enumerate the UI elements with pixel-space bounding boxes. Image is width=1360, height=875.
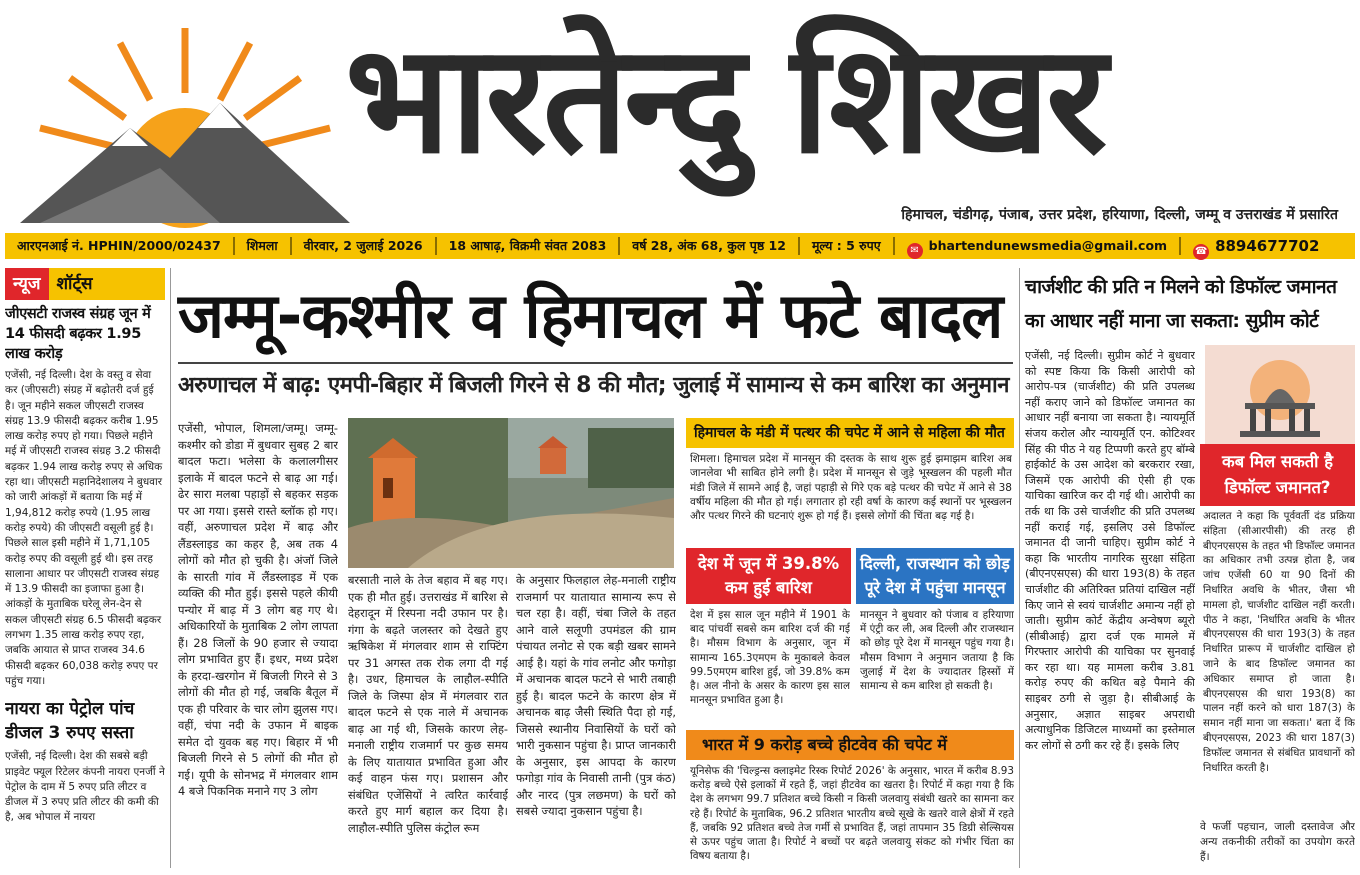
flood-photo [348,418,674,568]
mail-icon: ✉ [907,243,923,259]
column-divider [170,268,171,868]
gst-headline: जीएसटी राजस्व संग्रह जून में 14 फीसदी बढ़कर 1.95 लाख करोड़ [5,306,151,362]
monsoon-body: मानसून ने बुधवार को पंजाब व हरियाणा में एंट्री कर ली, अब दिल्ली और राजस्थान को छोड़ पूरे देश में मानसून पहुंच गया है। मौसम विभाग ने अनुमान जताया है कि जुलाई में देश के ज्यादातर हिस्सों में सामान्य से कम बारिश हो सकती है। [860,609,1014,693]
heatwave-headline: भारत में 9 करोड़ बच्चे हीटवेव की चपेट में [686,730,1014,760]
lead-column-1: एजेंसी, भोपाल, शिमला/जम्मू। जम्मू-कश्मीर को डोडा में बुधवार सुबह 2 बार बादल फटा। भलेसा के कलालगीसर इलाके में बादल फटने से बाढ़ आ गई। ढेर सारा मलबा पहाड़ों से बहकर सड़क पर आ गया। इससे रास्ते ब्लॉक हो गए। वहीं, अरुणाचल प्रदेश में बाढ़ और लैंडस्लाइड का कहर है, अब तक 4 लोगों को मौत हो चुकी है। अंजॉ जिले के सारती गांव में लैंडस्लाइड में एक व्यक्ति की मौत हुई। इससे पहले कीयी पन्योर में बाढ़ में 3 लोग बह गए थे। अधिकारियों के मुताबिक 2 लोग लापता हैं। 28 जिलों के 90 हजार से ज्यादा लोग प्रभावित हुए हैं। इधर, मध्य प्रदेश के हरदा-खरगोन में बिजली गिरने से 3 लोगों की मौत हो गई, जबकि बैतूल में एक ही परिवार के चार लोग झुलस गए। वहीं, चंपा नदी के उफान में बाइक समेत दो युवक बह गए। बिहार में भी बिजली गिरने से 5 लोगों की मौत हो गई। यूपी के सोनभद्र में मंगलवार शाम 4 बजे पिकनिक मनाने गए 3 लोग [178,421,338,798]
nayara-body: एजेंसी, नई दिल्ली। देश की सबसे बड़ी प्राइवेट फ्यूल रिटेलर कंपनी नायरा एनर्जी ने पेट्रोल के दाम में 5 रुपए प्रति लीटर व डीजल में 3 रुपए प्रति लीटर की कमी की है, अब भोपाल में नायरा [5,750,165,824]
lead-subheadline: अरुणाचल में बाढ़: एमपी-बिहार में बिजली गिरने से 8 की मौत; जुलाई में सामान्य से कम बारिश का अनुमान [178,373,1009,398]
email-text: bhartendunewsmedia@gmail.com [928,238,1168,253]
mandi-body: शिमला। हिमाचल प्रदेश में मानसून की दस्तक के साथ शुरू हुई झमाझम बारिश अब जानलेवा भी साबित होने लगी है। प्रदेश में मानसून से जुड़े भूस्खलन की पहली मौत मंडी जिले में सामने आई है, जहां पहाड़ी से गिरे एक बड़े पत्थर की चपेट में आने से 38 वर्षीय महिला की मौत हो गई। लगातार हो रही वर्षा के कारण कई स्थानों पर भूस्खलन और पत्थर गिरने की घटनाएं शुरू हो गई हैं। इससे लोगों की चिंता बढ़ गई है। [690,453,1012,523]
info-bar [5,233,1355,259]
rain-deficit-headline: देश में जून में 39.8% कम हुई बारिश [686,548,851,604]
monsoon-headline: दिल्ली, राजस्थान को छोड़ पूरे देश में पहुंचा मानसून [856,548,1014,604]
news-shorts-column [5,268,165,875]
column-divider [1019,268,1020,868]
court-icon [1205,345,1355,445]
lead-column-3: के अनुसार फिलहाल लेह-मनाली राष्ट्रीय राजमार्ग पर यातायात सामान्य रूप से चल रहा है। वहीं, चंबा जिले के तहत आने वाले सलूणी उपमंडल की ग्राम पंचायत लनोट से एक बड़ी खबर सामने आई है। यहां के गांव लनोट और फगोड़ा में अचानक बादल फटने से भारी तबाही हुई है। बादल फटने के कारण क्षेत्र में अचानक बाढ़ जैसी स्थिति पैदा हो गई, जिससे स्थानीय निवासियों के घरों को भारी नुकसान पहुंचा है। प्राप्त जानकारी के अनुसार, इस आपदा के कारण फगोड़ा गांव के निवासी तानी (पुत्र कंठ) और नारद (पुत्र लछमण) के घरों को सबसे ज्यादा नुकसान पहुंचा है। [516,573,676,818]
phone-text: 8894677702 [1215,237,1320,255]
news-tag-part: न्यूज [5,268,49,300]
editions-line: हिमाचल, चंडीगढ़, पंजाब, उत्तर प्रदेश, हरियाणा, दिल्ली, जम्मू व उत्तराखंड में प्रसारित [901,207,1338,223]
rain-deficit-body: देश में इस साल जून महीने में 1901 के बाद पांचवीं सबसे कम बारिश दर्ज की गई है। मौसम विभाग के अनुसार, जून में सामान्य 165.3एमएम के मुकाबले केवल 99.5एमएम बारिश हुई, जो 39.8% कम है। अल नीनो के असर के कारण इस साल मानसून प्रभावित हुआ है। [690,609,850,707]
issue-date: वीरवार, 2 जुलाई 2026 [292,237,437,255]
supreme-court-tail: वे फर्जी पहचान, जाली दस्तावेज और अन्य तकनीकी तरीकों का उपयोग करते हैं। [1200,821,1355,863]
email-contact[interactable] [895,237,1181,255]
headline-rule [178,362,1013,364]
heatwave-body: यूनिसेफ की 'चिल्ड्रन्स क्लाइमेट रिस्क रिपोर्ट 2026' के अनुसार, भारत में करीब 8.93 करोड़ बच्चे ऐसे इलाकों में रहते हैं, जहां हीटवेव का खतरा है। रिपोर्ट में कहा गया है कि देश के लगभग 99.7 प्रतिशत बच्चे किसी न किसी जलवायु संबंधी खतरे का सामना कर रहे हैं। रिपोर्ट के मुताबिक, 96.2 प्रतिशत भारतीय बच्चे सूखे के खतरे वाले क्षेत्रों में रहते हैं, जबकि 92 प्रतिशत बच्चे तेज गर्मी से प्रभावित हैं, जहां तापमान 35 डिग्री सेल्सियस से ऊपर पहुंच जाता है। रिपोर्ट ने बच्चों पर बढ़ते जलवायु संकट को गंभीर चिंता का विषय बताया है। [690,765,1014,863]
news-shorts-tag [5,268,165,300]
edition-city: शिमला [235,237,292,255]
mountain-sun-logo [20,18,350,228]
supreme-court-headline: चार्जशीट की प्रति न मिलने को डिफॉल्ट जमानत का आधार नहीं माना जा सकता: सुप्रीम कोर्ट [1025,276,1337,332]
phone-icon: ☎ [1193,244,1209,260]
lead-headline: जम्मू-कश्मीर व हिमाचल में फटे बादल [178,279,1003,352]
paper-name: भारतेन्दु शिखर [345,13,1104,187]
default-bail-box-headline: कब मिल सकती है डिफॉल्ट जमानत? [1200,444,1355,506]
supreme-court-body: एजेंसी, नई दिल्ली। सुप्रीम कोर्ट ने बुधवार को स्पष्ट किया कि किसी आरोपी को आरोप-पत्र (चार्जशीट) की प्रति उपलब्ध नहीं कराए जाने को डिफॉल्ट जमानत का आधार नहीं बनाया जा सकता है। न्यायमूर्ति संजय करोल और न्यायमूर्ति एन. कोटिश्वर सिंह की पीठ ने यह टिप्पणी करते हुए बॉम्बे हाईकोर्ट के उस आदेश को बरकरार रखा, जिसमें एक आरोपी की ऐसी ही एक याचिका खारिज कर दी गई थी। आरोपी का तर्क था कि उसे चार्जशीट की प्रति उपलब्ध नहीं कराई गई, इसलिए उसे डिफॉल्ट जमानत दी जानी चाहिए। सुप्रीम कोर्ट ने कहा कि भारतीय नागरिक सुरक्षा संहिता (बीएनएसएस) की धारा 193(8) के तहत चार्जशीट की अतिरिक्त प्रतियां दाखिल नहीं किए जाने से स्वयं चार्जशीट अमान्य नहीं हो जाती। सुप्रीम कोर्ट केंद्रीय अन्वेषण ब्यूरो (सीबीआई) द्वारा दर्ज एक मामले में गिरफ्तार आरोपी की याचिका पर सुनवाई कर रहा था। यह मामला करीब 3.81 करोड़ रुपए की कथित बड़े पैमाने की साइबर ठगी से जुड़ा है। सीबीआई के अनुसार, अज्ञात साइबर अपराधी अत्याधुनिक डिजिटल माध्यमों का इस्तेमाल कर लोगों से ठगी कर रहे हैं। इसके लिए [1025,349,1195,752]
shorts-tag-part: शॉर्ट्स [49,268,166,300]
mandi-headline: हिमाचल के मंडी में पत्थर की चपेट में आने से महिला की मौत [686,418,1014,448]
default-bail-box-body: अदालत ने कहा कि पूर्ववर्ती दंड प्रक्रिया संहिता (सीआरपीसी) की तरह ही बीएनएसएस के तहत भी डिफॉल्ट जमानत का अधिकार तभी उत्पन्न होता है, जब जांच एजेंसी 60 या 90 दिनों की निर्धारित अवधि के भीतर, जैसा भी मामला हो, चार्जशीट दाखिल नहीं करती। पीठ ने कहा, 'निर्धारित अवधि के भीतर बीएनएसएस की धारा 193(3) के तहत निर्धारित प्रारूप में चार्जशीट दाखिल हो जाने के बाद डिफॉल्ट जमानत का अधिकार समाप्त हो जाता है। बीएनएसएस की धारा 193(8) का पालन नहीं करने को धारा 187(3) के समान नहीं माना जा सकता।' बता दें कि बीएनएसएस, 2023 की धारा 187(3) डिफॉल्ट जमानत से संबंधित प्रावधानों को निर्धारित करती है। [1203,511,1355,774]
gst-body: एजेंसी, नई दिल्ली। देश के वस्तु व सेवा कर (जीएसटी) संग्रह में बढ़ोतरी दर्ज हुई है। जून महीने सकल जीएसटी राजस्व संग्रह 13.9 फीसदी बढ़कर करीब 1.95 लाख करोड़ रुपए हो गया। पिछले महीने मई में जीएसटी राजस्व संग्रह 3.2 फीसदी बढ़कर 1.94 लाख करोड़ रुपए से अधिक रहा था। जीएसटी महानिदेशालय ने बुधवार को जारी आंकड़ों में बताया कि मई में 1,94,812 करोड़ रुपये (1.95 लाख करोड़ रुपये) की जीएसटी वसूली हुई है। पिछले साल इसी महीने में 1,71,105 करोड़ रुपए की वसूली हुई थी। इस तरह सालाना आधार पर जीएसटी राजस्व संग्रह में 13.9 फीसदी का इजाफा हुआ है। आंकड़ों के मुताबिक घरेलू लेन-देन से सकल जीएसटी संग्रह 6.5 फीसदी बढ़कर लगभग 1.35 लाख करोड़ रुपए रहा, जबकि आयात से प्राप्त राजस्व 34.6 फीसदी बढ़कर 60,038 करोड़ रुपए पर पहुंच गया। [5,369,163,687]
price: मूल्य : 5 रुपए [800,237,895,255]
volume-info: वर्ष 28, अंक 68, कुल पृष्ठ 12 [620,237,800,255]
nayara-headline: नायरा का पेट्रोल पांच डीजल 3 रुपए सस्ता [5,699,135,744]
vikram-samvat: 18 आषाढ़, विक्रमी संवत 2083 [437,237,621,255]
masthead [0,0,1360,232]
phone-contact[interactable] [1181,237,1331,255]
rni-number: आरएनआई नं. HPHIN/2000/02437 [5,237,235,255]
lead-column-2: बरसाती नाले के तेज बहाव में बह गए। एक ही मौत हुई। उत्तराखंड में बारिश से देहरादून में रिस्पना नदी उफान पर है। गंगा के बढ़ते जलस्तर को देखते हुए ऋषिकेश में मंगलवार शाम से राफ्टिंग पर 31 अगस्त तक रोक लगा दी गई है। उधर, हिमाचल के लाहौल-स्पीति जिले के जिस्पा क्षेत्र में मंगलवार रात बादल फटने से एक नाले में अचानक बाढ़ आ गई थी, जिसके कारण लेह-मनाली राष्ट्रीय राजमार्ग पर कुछ समय के लिए यातायात प्रभावित हुआ और कई वाहन फंस गए। प्रशासन और संबंधित एजेंसियों ने त्वरित कार्रवाई करते हुए मार्ग बहाल कर दिया है। लाहौल-स्पीति पुलिस कंट्रोल रूम [348,573,508,835]
